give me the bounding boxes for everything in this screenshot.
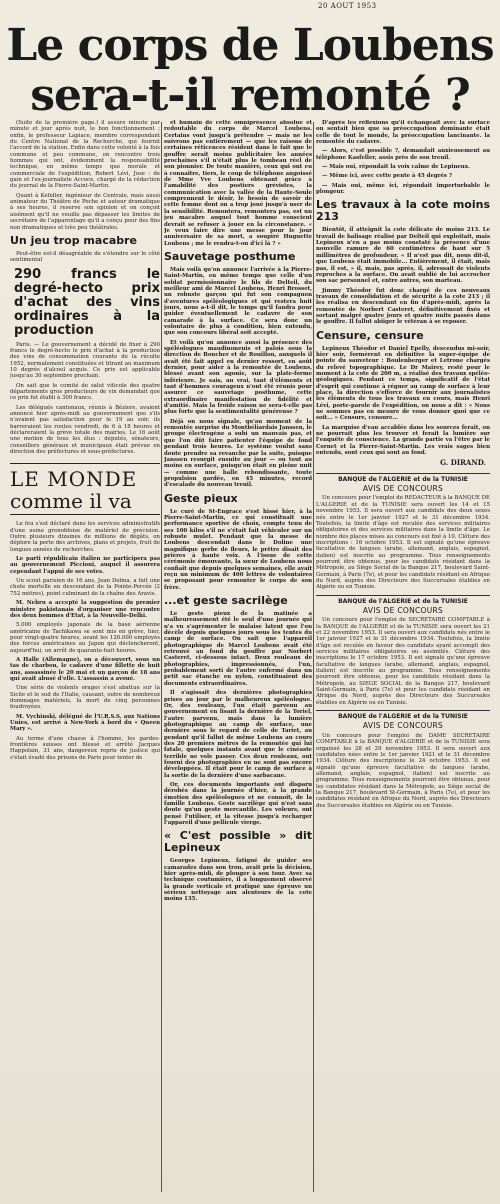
ad-title: AVIS DE CONCOURS — [362, 484, 444, 494]
ad-text: Un concours pour l'emploi de SECRETAIRE COMPTABLE à la BANQUE de l'ALGERIE et de la TUNISIE sera ouvert les 21 et 22 novembre 1953. Il sera ouvert aux candidats nés entre le 1er janvier 1927 et le 31 décembre 1934. Toutefois, la limite d'âge est reculée en faveur des candidats ayant accompli des services militaires obligatoires ou assimilés. Clôture des inscriptions le 17 octobre 1953. Il est signalé qu'une épreuve facultative de langues (arabe, allemand, anglais, espagnol, italien) est inscrite au programme. Tous renseignements pourront être obtenus, pour les candidats résidant dans la Métropole, au SIEGE SOCIAL de la Banque 217, boulevard Saint-Germain, à Paris (7e) et pour les candidats résidant en Afrique du Nord, auprès des Directeurs des Succursales établies en Algérie ou en Tunisie. — [316, 617, 490, 706]
paragraph: 5.000 employés japonais de la base aérienne américaine de Tachikawa se sont mis en grève, hier, pour vingt-quatre heures, avant les 120.000 employés des forces américaines au Japon qui déclencheront, aujourd'hui, un arrêt de quarante-huit heures. — [10, 622, 160, 654]
column-1 — [10, 120, 160, 1190]
column-divider — [313, 122, 314, 1192]
bank-advertisement — [316, 710, 490, 809]
column-3 — [316, 120, 490, 1190]
ad-text: Un concours pour l'emploi de DAME SECRETAIRE COMPTABLE à la BANQUE d'ALGERIE et de la TUNISIE sera organisé les 28 et 29 novembre 1953. Il sera ouvert aux candidates nées entre le 1er janvier 1921 et le 31 décembre 1934. Clôture des inscriptions le 24 octobre 1953. Il est signalé qu'une épreuve facultative de langues (arabe, allemand, anglais, espagnol, italien) est inscrite au programme. Tous renseignements pourront être obtenus, pour les candidates résidant dans la Métropole, au Siège social de la Banque 217, boulevard St-Germain, à Paris (7e), et pour les candidates résidant en Afrique du Nord, auprès des Directeurs des Succursales établies en Algérie ou en Tunisie. — [316, 732, 490, 809]
paragraph: Jimmy Théodor fut donc chargé de ces nouveaux travaux de consolidation et de sécurité à la cote 213 ; il les réalisa en descendant en fin d'après-midi, après la remontée de Norbert Casteret, définitivement fixés et sortant malgré quatre jours et quatre nuits passés dans le gouffre. Il fallut abîiger le vétéran à se reposer. — [316, 287, 490, 326]
le-monde-title: LE MONDE — [10, 467, 138, 492]
paragraph: Un scout parisien de 16 ans, Jean Delma, a fait une chute mortelle en descendant de la Pointe-Percée (2 752 mètres), point culminant de la chaîne des Aravis. — [10, 578, 160, 597]
paragraph: On sait que le comité de salut viticole des quatre départements gros producteurs de vin demandait que ce prix fut établi à 300 francs. — [10, 382, 160, 402]
headline — [6, 22, 494, 120]
paragraph: Paris. — Le gouvernement a décidé de fixer à 290 francs le degré-hecto le prix d'achat à la production des vins de consommation courante de la récolte 1952, normalement constituées et titrant au maximum 10 degrés d'alcool acquis. Ce prix est applicable jusqu'au 30 septembre prochain. — [10, 341, 160, 380]
subheading: ...et geste sacrilège — [164, 594, 288, 608]
paragraph: Le geste pieux de la matinée a malheureusement été le seul d'une journée qui n'a vu s'agrémenter le malaise latent que l'on décèle depuis quelques jours sous les tentes du camp de surface. On sait que l'appareil photographique de Marcel Loubens avait été retrouvé au fond du gouffre par Norbert Casteret, ci-dessous intact. Deux rouleaux de photographies, impressionnés, l'un, probablement sorti de l'autre enfermé dans un petit sac étanche en nylon, constituaient des documents extraordinaires. — [164, 611, 312, 687]
comme-il-va-title: comme il va — [10, 489, 132, 514]
paragraph: La marquise d'eau accablée dans les sources ferait, on ne pourrait plus les trouver et ferait la lumière sur l'enquête de conscience. La grande partie va l'être par le Cornet et la Pierre-Saint-Martin. Les vrais sages bien entendu, sont ceux qui sont au fond. — [316, 424, 490, 457]
paragraph: Il s'agissait des dernières photographies prises au jour par le malheureux spéléologue. Or, des rouleaux, l'un était parvenu au gouvernement en lisant la dernière de la Toriel, l'autre parvenu, mais dans la lumière photographique au camp de surface, une dernière sous le regard de celle de Tariet, au pendant qu'il fallut de même Loubens au cours des 20 premiers mètres de la remontée qui lui fatale, quelques instants avant que le cinéaste terrible ne vole passer. Ces deux rouleaux, ont fourni des photographies en ne sont pas encore développées. Il était pour le camp de surface à la sortie de la dernière d'une sarbacane. — [164, 690, 312, 779]
paragraph: Or, ces documents importants ont disparu dérobés dans la journée d'hier, à la grande émotion des spéléologues et ne connoît, de la famille Loubens. Geste sacrilège qui n'est sans doute qu'un geste mercantile. Les voleurs, ont pensé l'utiliser, et la vitesse jusqu'à recharger l'appareil d'une pellicule vierge. — [164, 781, 312, 827]
byline-signature: G. DIRAND. — [440, 458, 486, 468]
column-divider — [161, 122, 162, 1192]
paragraph: Les délégués cantonaux, réunis à Béziers, avaient annoncé hier après-midi au gouvernement que s'ils n'avaient pas satisfaction pour le 19 au soir, ils barreraient les routes vendredi, de 6 à 18 heures et déclareraient la grève totale des mairies. Le 16 août une motion de tous les élus : députés, sénateurs, conseillers généraux et municipaux était prévue en direction des préfectures et sous-préfectures. — [10, 404, 160, 456]
paragraph: Déjà on nous signale, qu'au moment de la remontée surprise du Montbéliardais Janssen, le groupe électrogène a subi un mauvais pas, et que l'on dût faire patienter l'équipe de fond pendant trois heures. Le système voulut sans doute prendre sa revanche par la suite, puisque Janssen resurgit ensuite au jour — ou tout au moins en surface, puisqu'on était en pleine nuit — comme une balle rebondissante, toute propulsion gardée, en 45 minutes, record d'escalade du nouveau treuil. — [164, 418, 312, 489]
wine-price-headline: 290 francs le degré-hecto prix d'achat des vins ordinaires à la production — [14, 266, 160, 338]
paragraph: M. Nehru a accepté la suggestion du premier ministre pakistanais d'organiser une rencontre des deux hommes d'Etat, à la Nouvelle-Delhi. — [10, 600, 160, 619]
subheading: Geste pieux — [164, 491, 238, 505]
bank-advertisement — [316, 473, 490, 591]
subheading: « C'est possible » dit Lepineux — [164, 829, 312, 855]
paragraph: Quant à Kefeller, ingénieur de Centrale, mais aussi animateur du Théâtre de Poche et auteur dramatique à ses heures, il reserve son opinion et on conçoit aisément qu'il ne veuille pas dépasser les limites de secrétaire de l'apparentage qu'il a conçu pour des fins non dramatiques et très peu théâtrales. — [10, 192, 160, 231]
bank-name: BANQUE de l'ALGERIE et de la TUNISIE — [338, 475, 468, 483]
bank-advertisement — [316, 595, 490, 707]
paragraph: D'après les réflexions qu'il échangeait avec la surface on sentait bien que sa préoccupation dominante était celle de tout le monde, la préoccupation lancinante. la remontée du cadavre. — [316, 120, 490, 146]
paragraph: Le feu s'est déclaré dans les services administratifs d'une usine grenobloise de matériel de précision. Outre plusieurs dizaines de millions de dégâts, on déplore la perte des archives, plans et projets, fruit de longues années de recherches. — [10, 521, 160, 553]
paragraph: Peut-être est-il désagréable de s'étendre sur le côté sentimental — [10, 250, 160, 264]
paragraph: Au terme d'une chasse à l'homme, les gardes-frontières suisses ont blessé et arrêté Jacques Happolain, 31 ans, dangereux repris de justice qui s'était évadé des prisons de Paris pour tenter de — [10, 735, 160, 761]
paragraph: Le parti républicain italien ne participera pas au gouvernement Piccioni, auquel il assurera cependant l'appui de ses votes. — [10, 556, 160, 575]
paragraph: (Suite de la première page.) il assure minute par minute et jour après nuit, le bon fonctionnement ; enfin, le professeur Lapiace, membre correspondant du Centre National de la Recherche, qui fournit l'accord de la station. Enfin dans cette volonté à la fois commune et peu commune, on rencontre trois hommes qui ont, évidemment la responsabilité technique, en même temps que morale et commerciale de l'expédition, Robert Lévi, Jose : de gain et l'ex-journaliste Accoce, chargé de la rédaction du journal de la Pierre-Saint-Martin. — [10, 120, 160, 190]
headline-line-1: Le corps de Loubens — [6, 20, 494, 71]
le-monde-comme-il-va-banner — [10, 463, 160, 515]
subheading: Censure, censure — [316, 328, 424, 342]
ad-title: AVIS DE CONCOURS — [362, 605, 444, 615]
subheading: Les travaux à la cote moins 213 — [316, 198, 490, 224]
paragraph: Georges Lepineux, fatigué de guider ses camarades dans son trou, avait pris la décision, hier après-midi, de plonger à son tour. Avec sa technique coutumière, il a longuement observé la grande verticale et pratiqué une épreuve un sérieux nettoyage aux alentours de la cote moins 135. — [164, 858, 312, 903]
paragraph: — Même ici, avec cette pente à 45 degrés ? — [322, 173, 452, 180]
bank-name: BANQUE de l'ALGERIE et de la TUNISIE — [338, 597, 468, 605]
column-2 — [164, 120, 312, 1190]
paragraph: Et voilà qu'on annonce aussi la présence des spéléologues maudinoneuis et palois sous la direction de Boucher et de Rouillon, auxquels il avait été fait appel en dernier ressort, en août dernier, pour aider à la remontée de Loubens, blessé avant son agonie, sur la plate-forme inférieure. Je sais, au vrai, tant d'éléments et tant d'hommes courageux n'ont été réunis pour assurer ce sauvetage posthume, cette extraordinaire manifestation de fidélité et d'amitié. Mais la froide raison ne sera-t-elle pas plus forte que la sentimentalité généreuse ? — [164, 339, 312, 416]
paragraph: — Alors, c'est possible ?, demandait anxieusement au téléphone Kasfeller, assis près de son treuil. — [316, 148, 490, 161]
paragraph: — Mais oui, répondait la voix calme de Lepineux. — [322, 164, 470, 171]
ad-title: AVIS DE CONCOURS — [362, 721, 444, 731]
paragraph: Lepineux Théodor et Daniel Epelly, descendus mi-soir, hier soir, formèrent en définitive la super-équipe de pointe du sauveteur : Boulenberger et Letrone chargés du relevé topographique. Le Dr Mairey, resté pour le moment à la cote de 200 m, a réalisé des travaux spéléo-géologiques. Pendant ce temps, significatif de l'état d'esprit qui continue à régner au camp de surface à leur place, la direction s'efforce de fournir aux journalistes les éléments de tous les travaux en cours, mais Henri Lévi, porte-parole de l'expédition, on nous a dit : « Nous ne sommes pas en mesure de vous donner quoi que ce soit... » Censure, censure... — [316, 345, 490, 422]
issue-date: 20 AOUT 1953 — [318, 2, 377, 10]
paragraph: M. Vychinski, délégué de l'U.R.S.S. aux Nations Unies, est arrivé à New-York à bord du « Queen Mary ». — [10, 713, 160, 733]
paragraph: Une série de violents orages s'est abattue sur la Sicile et le sud de l'Italie, causant, outre de nombreux dommages matériels, la mort de cinq personnes foudroyées. — [10, 685, 160, 711]
paragraph: Bientôt, il atteignit la cote délicate de moins 213. Le travail de balisage réalisé par Delteil qui exploitait, mais Lepineux n'en a pas moins constaté la présence d'une nouvelle ramure de 60 centimètres de haut sur 5 millimètres de profondeur. « Il n'est pas dit, nous dit-il, que Loubens était immobile... Entièrement, il était, mais pas, il est, » il, mais, pas après, il, adressait de violents reproches à la surface. On avait oublié de lui accrocher son sac personnel et, entre autres, son marteau. — [316, 227, 490, 285]
headline-line-2: sera-t-il remonté ? — [30, 70, 470, 121]
ad-text: Un concours pour l'emploi de REDACTEUR à la BANQUE DE L'ALGERIE et de la TUNISIE sera ouvert les 14 et 15 novembre 1953. Il sera ouvert aux candidats des deux sexes nés entre le 1er janvier 1927 et le 31 décembre 1934. Toutefois, la limite d'âge est reculée des services militaires obligatoires et des services militaires dans la limite d'âge. Le nombre des places mises au concours est fixé à 10. Clôture des inscriptions : 16 octobre 1953. Il est signalé qu'une épreuve facultative de langues (arabe, allemand, anglais, espagnol, italien) est inscrite au programme. Tous renseignements pourront être obtenus, pour les candidats résidant dans la Métropole, au Siège Social de la Banque 217, boulevard Saint-Germain, à Paris (7e), et pour les candidats résidant en Afrique du Nord, auprès des Directeurs des Succursales établies en Algérie ou en Tunisie. — [316, 495, 490, 591]
paragraph: Mais voilà qu'on annonce l'arrivée à la Pierre-Saint-Martin, en même temps que celle d'un soldat permissionnaire le fils de Delteil, du meilleur ami de Marcel Loubens, Henri Brosset, un robuste garçon qui fut son compagnon d'aventures spéléologiques et qui restera huit jours, nous a-t-il dit, le temps qu'il faudra pour guider éventuellement le cadavre de son camarade à la surface. Ce sera donc un volontaire de plus à condition, bien entendu, que son concours libéral soit accepté. — [164, 266, 312, 337]
paragraph: et humain de cette omniprésence absolue et redoutable du corps de Marcel Loubens. Certains vont jusqu'à prétendre — mais ne les suivrons pas entièrement — que les raisons de certaines réticences résident dans le fait que le gouffre serait moins publicitaire les années prochaines s'il n'était plus le tombeau réel de son pionnier. De toute manière, ceux qui ont eu à connaître, tiers, le coup de téléphone angoissé de Mme Vve Loubens obtenant grâce à l'amabilité des postiers grévistes, la communication avec la vallée de la Haute-Soule comprennent le désir, le besoin de savoir de cette femme dont on a trop joué jusqu'à user de la sensibilité. Remontera, remontera pas, est un jeu macabre auquel tout homme conscient devrait se refuser à jouer en la circonstance. « Je veux faire dire une messe pour le jour anniversaire de sa mort, a soupiré Huguette Loubens ; me le rendra-t-on d'ici là ? » — [164, 120, 312, 247]
subheading: Sauvetage posthume — [164, 249, 296, 263]
paragraph: Le curé de St-Engrace s'est hissé hier, à la Pierre-Saint-Martin, ce qui constituait une performance sportive de choix, compte tenu de ses 100 kilos s'il ne s'était fait véhiculer sur un robuste mulet. Pendant que la messe de Loubens descendait dans le Doline une magnifique gerbe de fleurs, le prêtre disait des prières à haute voix. A l'issue de cette cérémonie émouvante, la sœur de Loubens nous confiait que depuis quelques semaines, elle avait reçu un minimum de 400 lettres de volontaires se proposant pour remonter le corps de son frère. — [164, 508, 312, 591]
paragraph: A Halle (Allemagne), on a découvert, sous un tas de charbon, le cadavre d'une fillette de huit ans, assassinée le 20 mai et un garçon de 18 ans qui avait abusé d'elle. L'assassin a avoué. — [10, 656, 160, 682]
bank-name: BANQUE de l'ALGERIE et de la TUNISIE — [338, 713, 468, 721]
subheading: Un jeu trop macabre — [10, 233, 138, 247]
paragraph: — Mais oui, même ici, répondait imperturbable le plongeur. — [316, 182, 490, 196]
